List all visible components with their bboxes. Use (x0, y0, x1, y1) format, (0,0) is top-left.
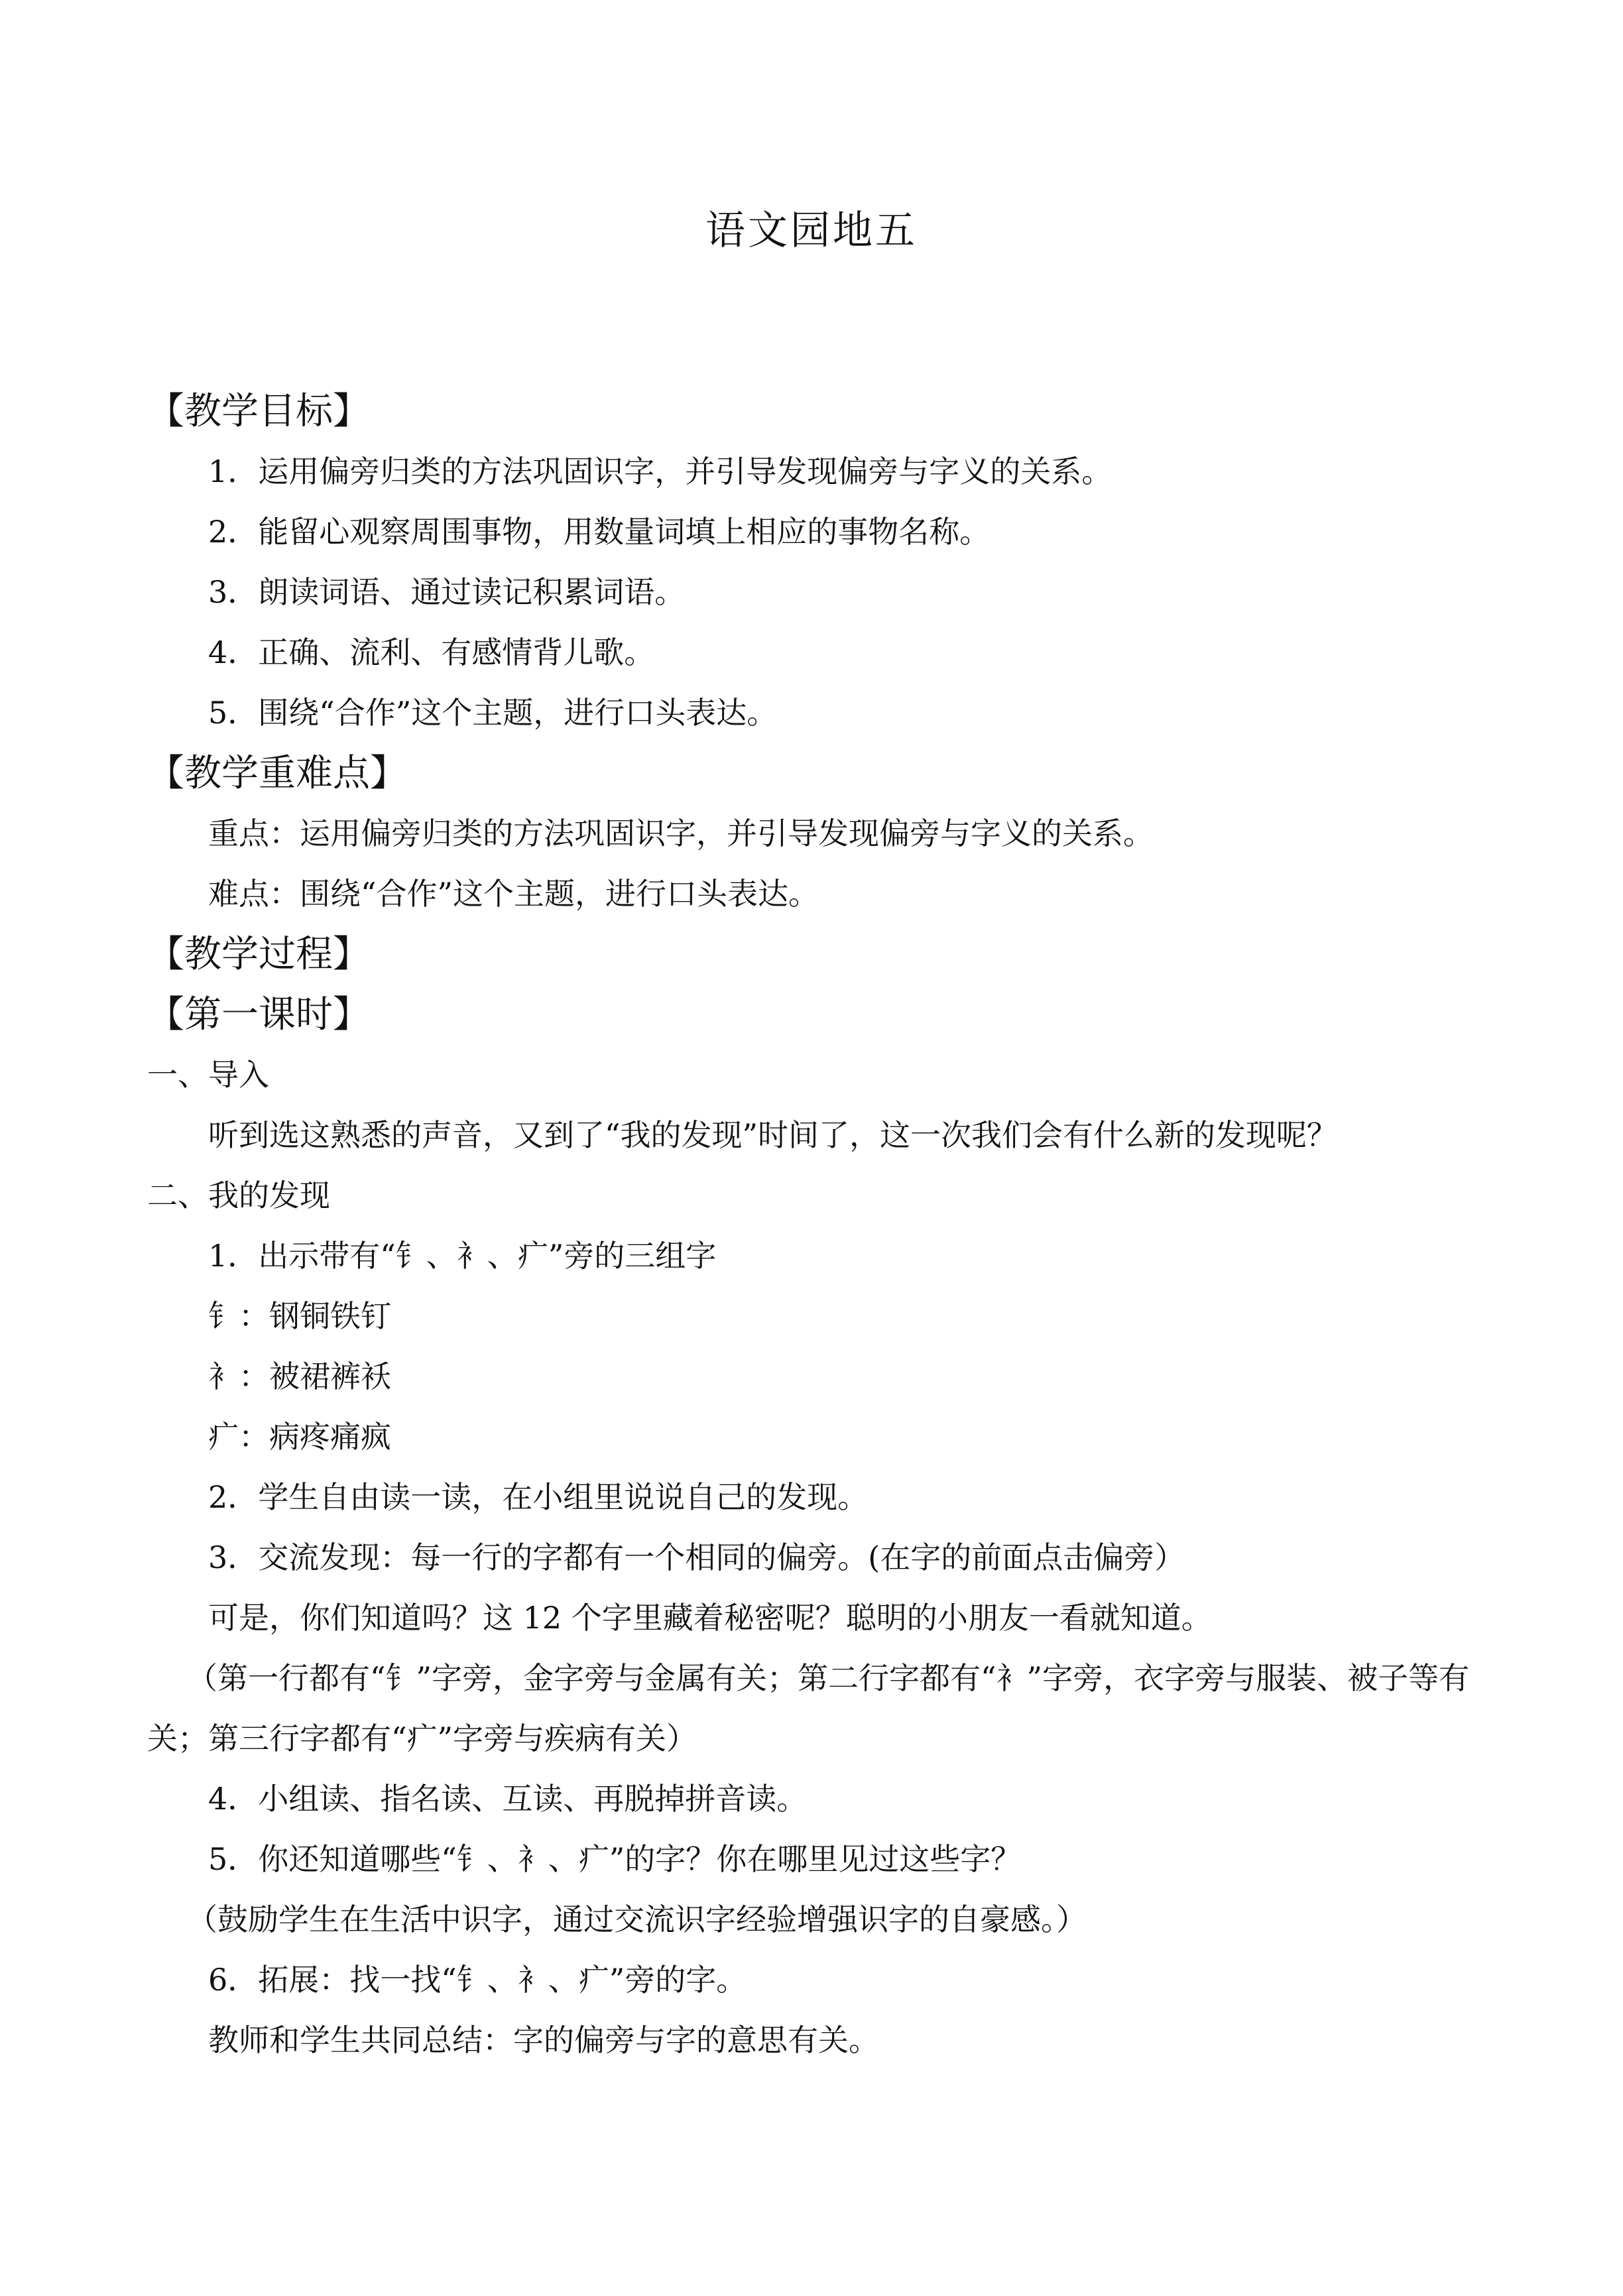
lesson-one-heading: 【第一课时】 (147, 993, 370, 1036)
document-title: 语文园地五 (705, 208, 918, 254)
step-note: （鼓励学生在生活中识字，通过交流识字经验增强识字的自豪感。） (187, 1902, 1087, 1937)
step-text: 3．交流发现：每一行的字都有一个相同的偏旁。(在字的前面点击偏旁） (208, 1540, 1185, 1575)
step-text: 5．你还知道哪些“钅、衤、疒”的字？你在哪里见过这些字？ (208, 1841, 1022, 1877)
step-text: 2．学生自由读一读，在小组里说说自己的发现。 (208, 1479, 869, 1515)
explanation-text: （第一行都有“钅”字旁，金字旁与金属有关；第二行字都有“衤”字旁，衣字旁与服装、被子等有关；第三行字都有“疒”字旁与疾病有关） (147, 1660, 1470, 1756)
radical-group: 钅：钢铜铁钉 (208, 1298, 391, 1334)
section-title: 二、我的发现 (147, 1178, 330, 1213)
radical-group: 衤：被裙裤袄 (208, 1359, 391, 1394)
radical-group: 疒：病疼痛疯 (208, 1419, 391, 1455)
process-heading: 【教学过程】 (147, 933, 370, 976)
key-points-heading: 【教学重难点】 (147, 752, 407, 795)
objective-item: 5．围绕“合作”这个主题，进行口头表达。 (208, 695, 778, 731)
objectives-heading: 【教学目标】 (147, 390, 370, 433)
objective-item: 1．运用偏旁归类的方法巩固识字，并引导发现偏旁与字义的关系。 (208, 453, 1112, 489)
step-text: 1．出示带有“钅、衤、疒”旁的三组字 (208, 1238, 717, 1274)
objective-item: 3．朗读词语、通过读记积累词语。 (208, 574, 686, 610)
step-text: 6．拓展：找一找“钅、衤、疒”旁的字。 (208, 1962, 747, 1998)
section-title: 一、导入 (147, 1057, 269, 1093)
document-body (147, 381, 1493, 2071)
question-text: 可是，你们知道吗？这 12 个字里藏着秘密呢？聪明的小朋友一看就知道。 (208, 1600, 1212, 1636)
objective-item: 2．能留心观察周围事物，用数量词填上相应的事物名称。 (208, 514, 991, 550)
objective-item: 4．正确、流利、有感情背儿歌。 (208, 634, 655, 670)
key-point-focus: 重点：运用偏旁归类的方法巩固识字，并引导发现偏旁与字义的关系。 (208, 816, 1154, 851)
section-text: 听到选这熟悉的声音，又到了“我的发现”时间了，这一次我们会有什么新的发现呢？ (208, 1117, 1338, 1153)
summary-text: 教师和学生共同总结：字的偏旁与字的意思有关。 (208, 2022, 879, 2058)
step-text: 4．小组读、指名读、互读、再脱掉拼音读。 (208, 1781, 808, 1817)
key-point-difficulty: 难点：围绕“合作”这个主题，进行口头表达。 (208, 876, 819, 912)
